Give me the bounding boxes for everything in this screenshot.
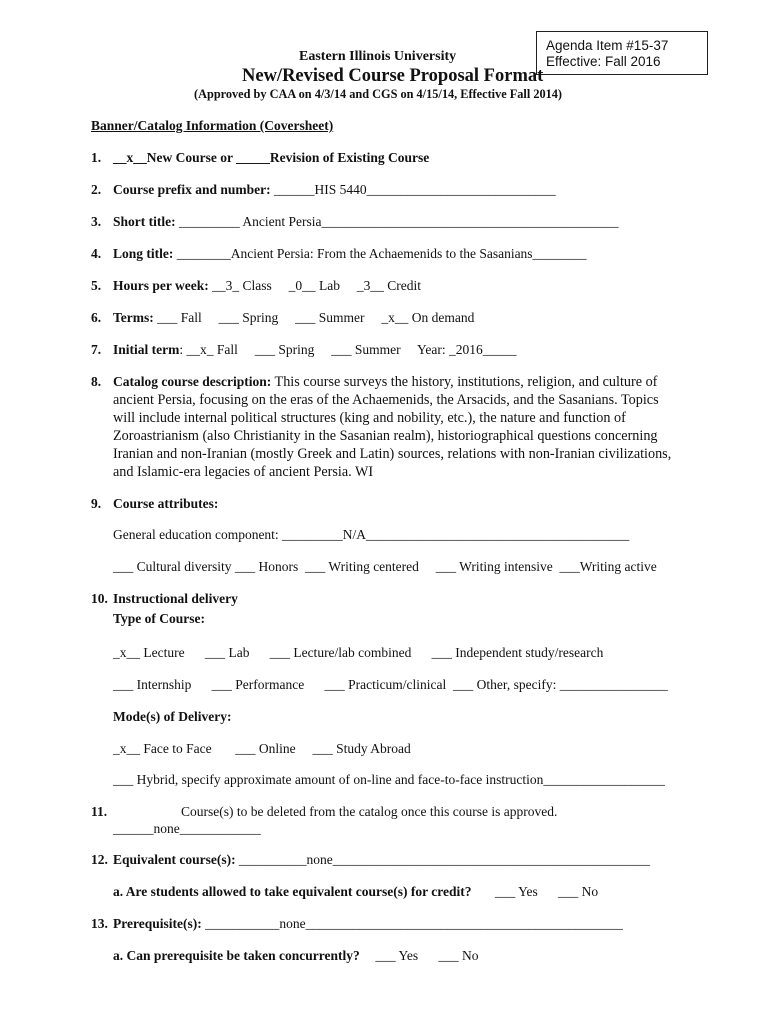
catalog-description-text[interactable]: This course surveys the history, institutions, religion, and culture of ancient Persia, focusing on the eras of the Achaemenids, the Arsacids, and the Sasanians. Topics will include internal political structures (king and nobility, etc.), the nature and function of Zoroastrianism (also Christianity in the Sasanian realm), historiographical questions concerning Iranian and non-Iranian (mostly Greek and Latin) sources, relations with non-Iranian civilizations, and Islamic-era legacies of ancient Persia. WI [113, 374, 672, 480]
hours-row [113, 278, 421, 294]
terms-value[interactable]: ___ Fall ___ Spring ___ Summer _x__ On demand [153, 310, 475, 325]
type-of-course-label: Type of Course: [113, 611, 205, 626]
course-type-options-2[interactable]: ___ Internship ___ Performance ___ Practicum/clinical ___ Other, specify: ________________ [113, 677, 668, 692]
agenda-box [536, 31, 708, 75]
item-number: 5. [91, 278, 102, 293]
course-prefix-row [113, 182, 556, 198]
prerequisites-row [113, 916, 623, 932]
short-title-row [113, 214, 618, 230]
prerequisite-concurrent-question: a. Can prerequisite be taken concurrently? [113, 948, 360, 963]
delivery-modes-label: Mode(s) of Delivery: [113, 709, 232, 724]
agenda-item-number: Agenda Item #15-37 [546, 38, 669, 53]
course-type-options[interactable]: _x__ Lecture ___ Lab ___ Lecture/lab combined ___ Independent study/research [113, 645, 604, 660]
delivery-mode-options[interactable]: _x__ Face to Face ___ Online ___ Study Abroad [113, 741, 411, 756]
equivalent-credit-options[interactable]: ___ Yes ___ No [495, 884, 599, 899]
field-label: Short title: [113, 214, 176, 229]
prerequisites-value[interactable]: ___________none_______________________________________________ [201, 916, 623, 931]
prerequisite-concurrent-options[interactable]: ___ Yes ___ No [372, 948, 479, 963]
initial-term-row [113, 342, 517, 358]
instructional-delivery-label: Instructional delivery [113, 591, 238, 606]
terms-row [113, 310, 474, 326]
course-attributes-label: Course attributes: [113, 496, 219, 511]
long-title-value[interactable]: ________Ancient Persia: From the Achaemenids to the Sasanians________ [173, 246, 587, 261]
item-number: 6. [91, 310, 102, 325]
hybrid-field[interactable]: ___ Hybrid, specify approximate amount of on-line and face-to-face instruction__________________ [113, 772, 665, 787]
item-number: 3. [91, 214, 102, 229]
course-prefix-value[interactable]: ______HIS 5440____________________________ [270, 182, 556, 197]
field-label: Course prefix and number: [113, 182, 271, 197]
item-number: 10. [91, 591, 108, 606]
item-number: 13. [91, 916, 108, 931]
field-label: Prerequisite(s): [113, 916, 202, 931]
equivalent-credit-question: a. Are students allowed to take equivalent course(s) for credit? [113, 884, 472, 899]
short-title-value[interactable]: _________ Ancient Persia____________________________________________ [175, 214, 619, 229]
item-number: 2. [91, 182, 102, 197]
hours-value[interactable]: __3_ Class _0__ Lab _3__ Credit [208, 278, 421, 293]
item-number: 4. [91, 246, 102, 261]
section-heading: Banner/Catalog Information (Coversheet) [91, 118, 334, 133]
gen-ed-field[interactable]: General education component: _________N/A_______________________________________ [113, 527, 630, 542]
initial-term-value[interactable]: : __x_ Fall ___ Spring ___ Summer Year: _2016_____ [179, 342, 517, 357]
agenda-effective: Effective: Fall 2016 [546, 54, 661, 69]
item-number: 12. [91, 852, 108, 867]
university-name: Eastern Illinois University [299, 49, 457, 64]
long-title-row [113, 246, 587, 262]
course-type-field[interactable]: __x__New Course or _____Revision of Existing Course [113, 150, 430, 165]
equivalent-courses-value[interactable]: __________none_______________________________________________ [235, 852, 650, 867]
field-label: Initial term [113, 342, 180, 357]
equivalent-courses-row [113, 852, 650, 868]
approval-note: (Approved by CAA on 4/3/14 and CGS on 4/15/14, Effective Fall 2014) [194, 87, 563, 101]
field-label: Terms: [113, 310, 154, 325]
field-label: Hours per week: [113, 278, 209, 293]
field-label: Long title: [113, 246, 174, 261]
item-number: 1. [91, 150, 102, 165]
item-number: 9. [91, 496, 102, 511]
deleted-courses-value[interactable]: ______none____________ [113, 821, 261, 836]
page-title: New/Revised Course Proposal Format [242, 66, 544, 86]
deleted-courses-label: Course(s) to be deleted from the catalog once this course is approved. [181, 804, 558, 819]
field-label: Equivalent course(s): [113, 852, 236, 867]
item-number: 8. [91, 374, 102, 389]
field-label: Catalog course description: [113, 374, 272, 389]
catalog-description [113, 373, 683, 481]
item-number: 7. [91, 342, 102, 357]
attributes-options[interactable]: ___ Cultural diversity ___ Honors ___ Writing centered ___ Writing intensive ___Writing active [113, 559, 657, 574]
item-number: 11. [91, 804, 108, 819]
